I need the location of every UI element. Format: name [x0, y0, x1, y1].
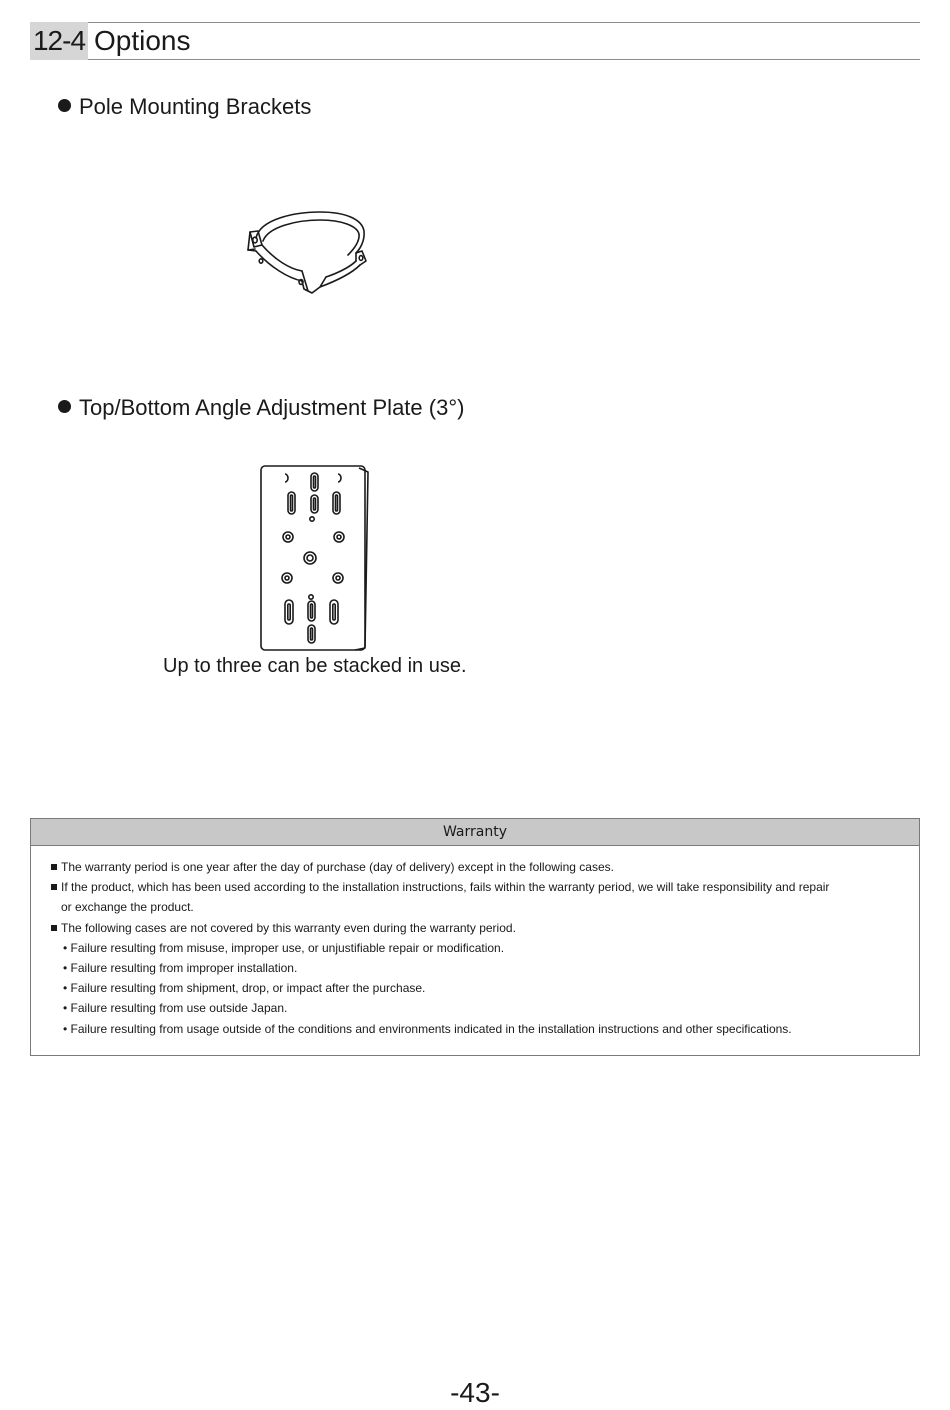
warranty-line: [51, 877, 899, 897]
plate-caption: Up to three can be stacked in use.: [163, 655, 467, 677]
section-title: Options: [94, 25, 191, 56]
bullet-icon: [58, 400, 71, 413]
warranty-line: [51, 857, 899, 877]
dot-bullet-icon: •: [63, 1001, 68, 1016]
square-bullet-icon: [51, 925, 57, 931]
dot-bullet-icon: •: [63, 981, 68, 996]
warranty-line: [51, 998, 899, 1018]
warranty-line: [51, 897, 899, 917]
square-bullet-icon: [51, 864, 57, 870]
warranty-line-text: Failure resulting from shipment, drop, or impact after the purchase.: [70, 981, 426, 996]
warranty-line-text: The warranty period is one year after the day of purchase (day of delivery) except in the following cases.: [61, 860, 614, 874]
dot-bullet-icon: •: [63, 940, 68, 955]
warranty-line-text: The following cases are not covered by this warranty even during the warranty period.: [61, 920, 516, 935]
item-label: Pole Mounting Brackets: [79, 94, 312, 119]
warranty-lines: [51, 857, 899, 1039]
warranty-line-text: Failure resulting from misuse, improper use, or unjustifiable repair or modification.: [70, 940, 505, 955]
warranty-line: [51, 978, 899, 998]
warranty-line-text: or exchange the product.: [61, 900, 194, 915]
header-rule-top: [88, 22, 920, 23]
angle-adjustment-plate-illustration: [255, 462, 375, 654]
warranty-title: Warranty: [31, 819, 919, 846]
warranty-line-text: If the product, which has been used according to the installation instructions, fails within the warranty period, we will take responsibility and repair: [61, 880, 830, 895]
warranty-line-text: Failure resulting from usage outside of the conditions and environments indicated in the installation instructions and other specifications.: [70, 1021, 792, 1036]
bullet-icon: [58, 99, 71, 112]
warranty-line: [51, 1019, 899, 1039]
item-heading-pole-bracket: [58, 94, 311, 120]
section-number: 12-4: [30, 22, 88, 60]
section-header: [30, 22, 920, 60]
warranty-line-text: Failure resulting from improper installation.: [70, 961, 298, 976]
warranty-box: [30, 818, 920, 1056]
warranty-line: [51, 918, 899, 938]
item-label: Top/Bottom Angle Adjustment Plate (3°): [79, 395, 465, 420]
warranty-line: [51, 938, 899, 958]
page-number: -43-: [450, 1377, 500, 1408]
item-heading-adjustment-plate: [58, 395, 464, 421]
pole-mounting-bracket-illustration: [240, 205, 380, 300]
dot-bullet-icon: •: [63, 961, 68, 976]
warranty-line-text: Failure resulting from use outside Japan.: [70, 1001, 288, 1016]
square-bullet-icon: [51, 884, 57, 890]
warranty-line: [51, 958, 899, 978]
header-rule-bottom: [88, 59, 920, 60]
dot-bullet-icon: •: [63, 1021, 68, 1036]
